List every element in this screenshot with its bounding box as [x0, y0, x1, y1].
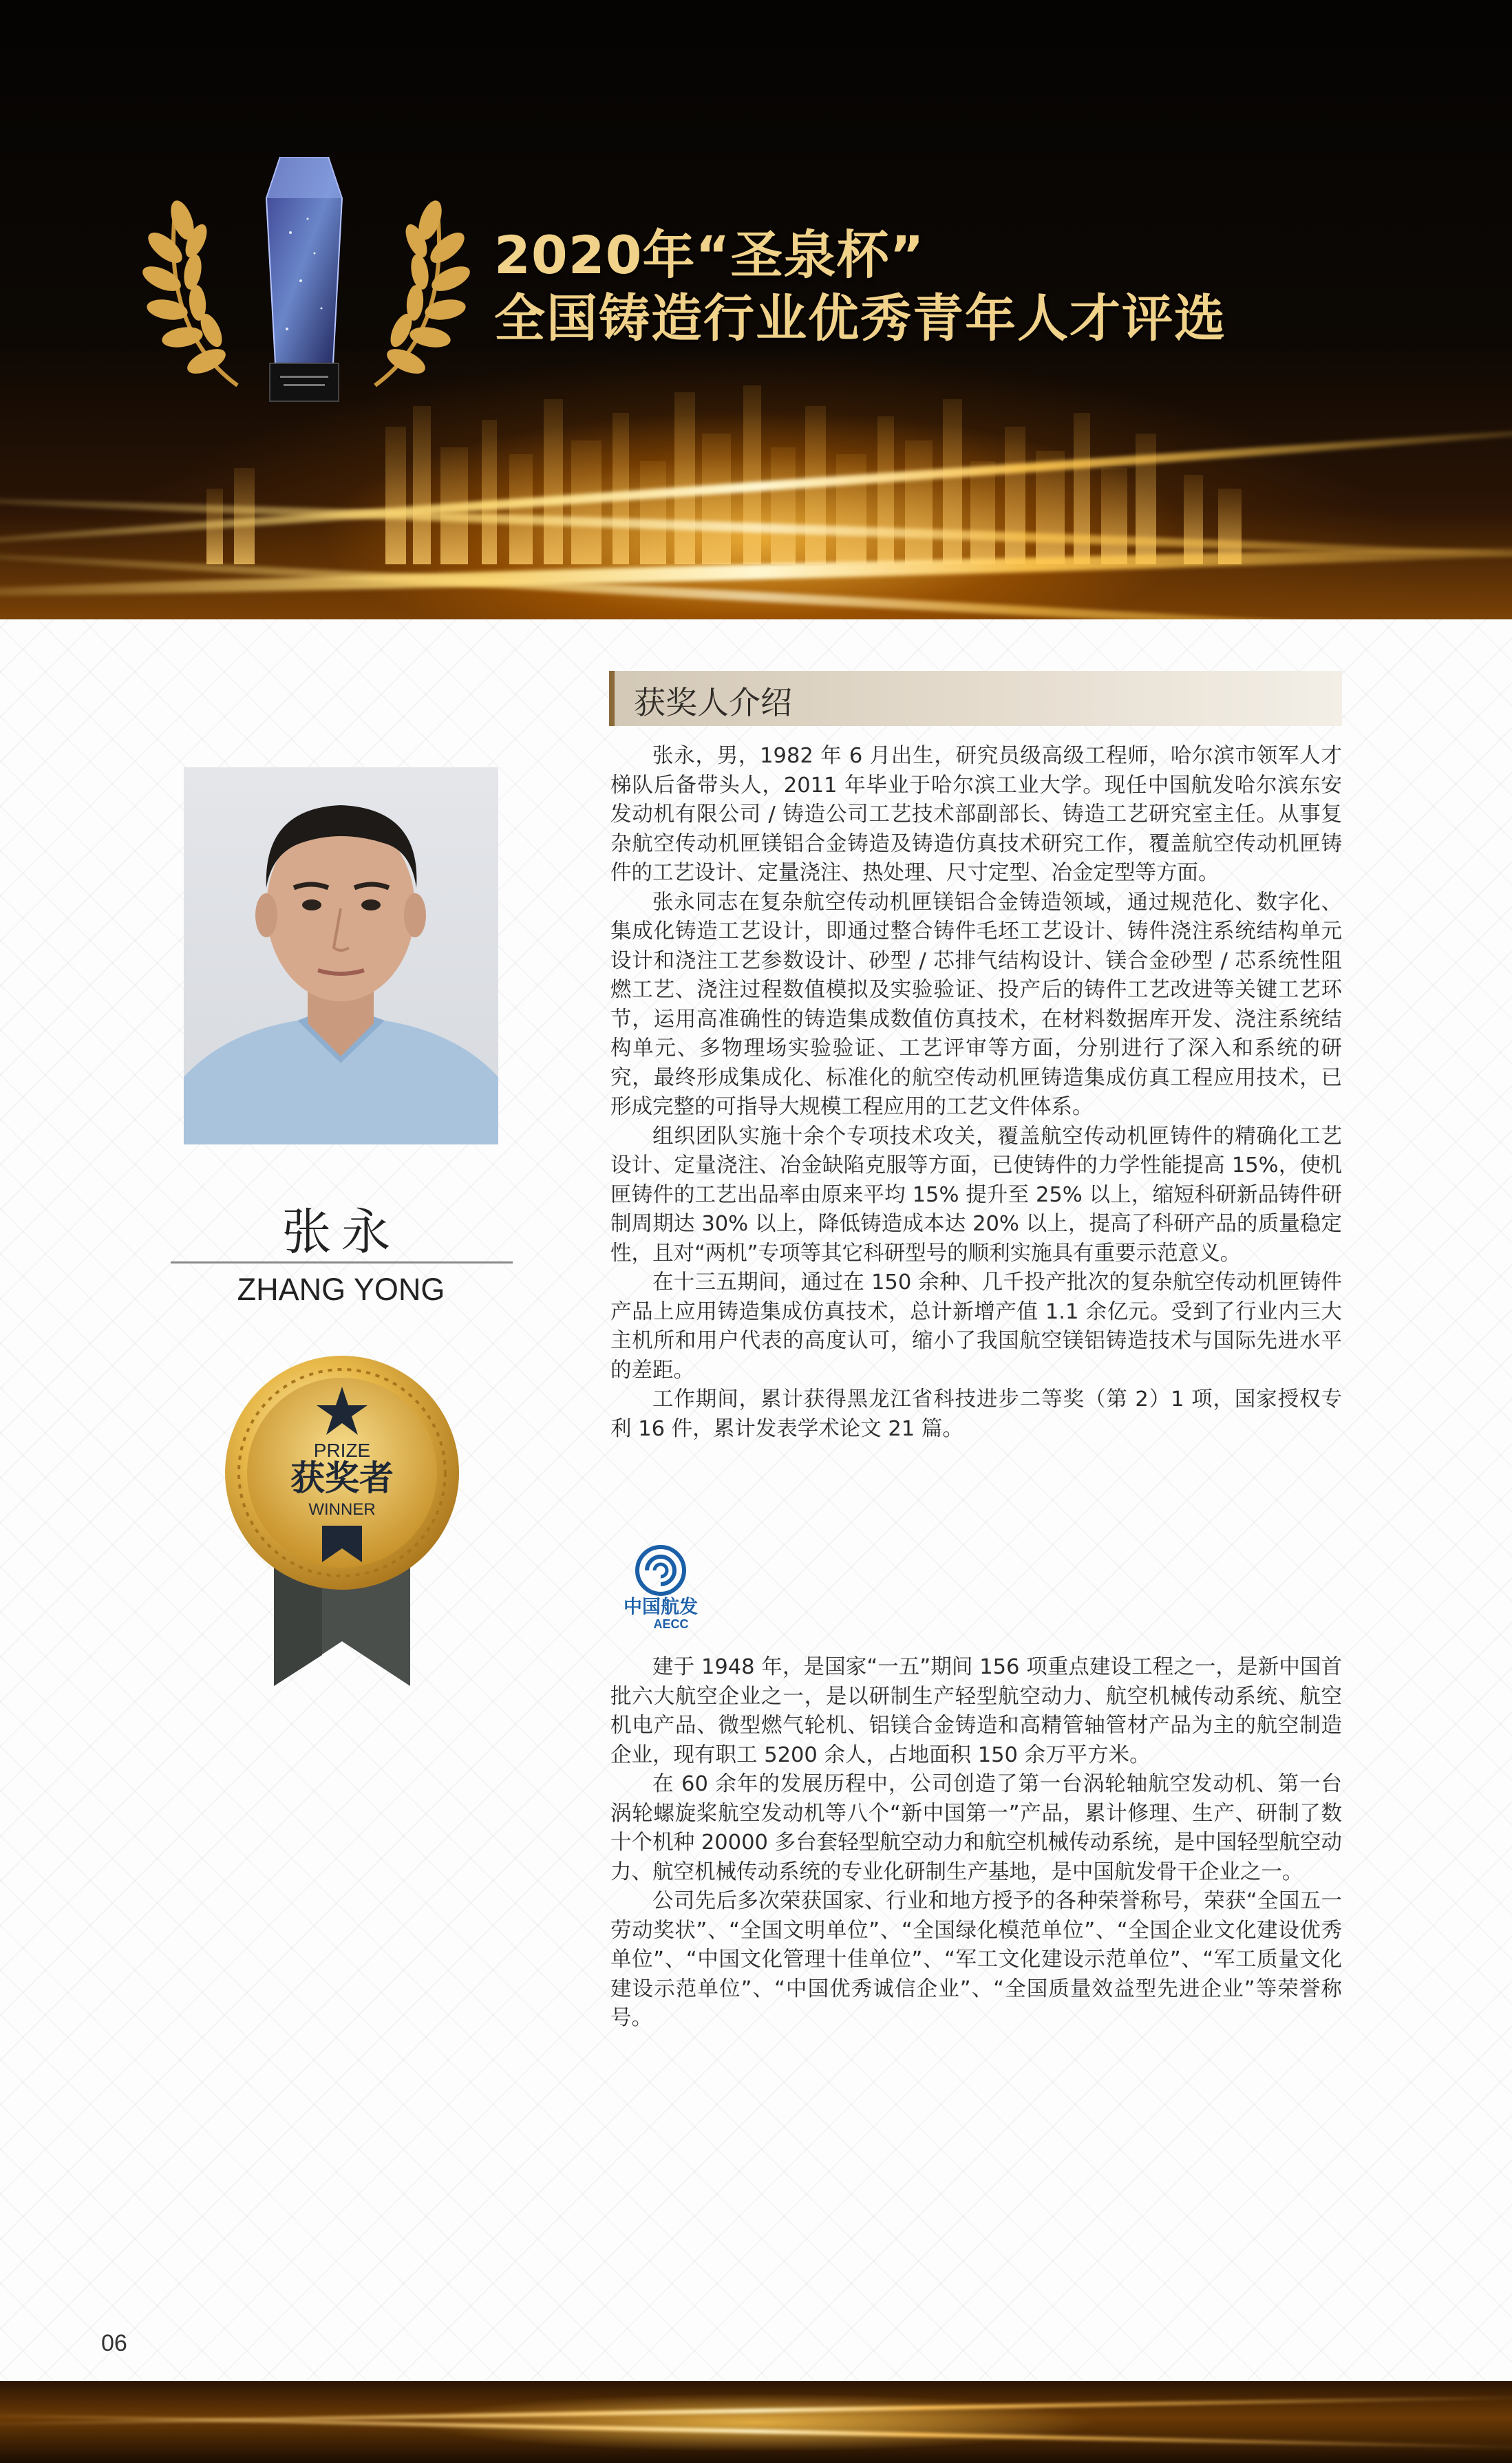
page-number: 06 — [101, 2330, 127, 2356]
section-header-bar — [609, 671, 1342, 726]
aecc-logo — [609, 1542, 719, 1631]
footer-strip — [0, 2381, 1512, 2463]
company-paragraph: 在 60 余年的发展历程中，公司创造了第一台涡轮轴航空发动机、第一台涡轮螺旋桨航空发动机等八个“新中国第一”产品，累计修理、生产、研制了数十个机种 20000 多台套轻型航空动力和航空机械传动系统，是中国轻型航空动力、航空机械传动系统的专业化研制生产基地，是中国航发骨干企业之一。 — [610, 1772, 1342, 1884]
company-text — [610, 1653, 1342, 2034]
winner-portrait — [184, 767, 498, 1144]
bio-paragraph: 张永，男，1982 年 6 月出生，研究员级高级工程师，哈尔滨市领军人才梯队后备带头人，2011 年毕业于哈尔滨工业大学。现任中国航发哈尔滨东安发动机有限公司 / 铸造公司工艺技术部副部长、铸造工艺研究室主任。从事复杂航空传动机匣镁铝合金铸造及铸造仿真技术研究工作，覆盖航空传动机匣铸件的工艺设计、定量浇注、热处理、尺寸定型、冶金定型等方面。 — [610, 744, 1342, 885]
banner-title-line2: 全国铸造行业优秀青年人才评选 — [494, 288, 1226, 348]
name-divider — [171, 1261, 513, 1264]
aecc-logo-en: AECC — [653, 1617, 689, 1631]
header-banner — [0, 0, 1512, 619]
banner-title-line1: 2020年“圣泉杯” — [494, 224, 925, 286]
winner-medal — [219, 1352, 465, 1696]
portrait-photo-icon — [184, 767, 498, 1144]
crystal-trophy-icon — [256, 157, 352, 405]
light-ray — [0, 2394, 1512, 2427]
aecc-swirl-icon — [637, 1547, 684, 1594]
bio-paragraph: 工作期间，累计获得黑龙江省科技进步二等奖（第 2）1 项，国家授权专利 16 件，累计发表学术论文 21 篇。 — [610, 1387, 1342, 1441]
winner-name-english: ZHANG YONG — [237, 1272, 445, 1307]
aecc-logo-cn: 中国航发 — [624, 1597, 698, 1618]
banner-title — [494, 224, 1226, 350]
medal-winner-label: WINNER — [308, 1500, 376, 1519]
bio-paragraph: 在十三五期间，通过在 150 余种、几千投产批次的复杂航空传动机匣铸件产品上应用铸造集成仿真技术，总计新增产值 1.1 余亿元。受到了行业内三大主机所和用户代表的高度认可，缩小了我国航空镁铝铸造技术与国际先进水平的差距。 — [610, 1270, 1342, 1383]
company-paragraph: 建于 1948 年，是国家“一五”期间 156 项重点建设工程之一，是新中国首批六大航空企业之一，是以研制生产轻型航空动力、航空机械传动系统、航空机电产品、微型燃气轮机、铝镁合金铸造和高精管轴管材产品为主的航空制造企业，现有职工 5200 余人，占地面积 150 余万平方米。 — [610, 1655, 1342, 1767]
winner-name-chinese: 张永 — [281, 1203, 401, 1261]
company-paragraph: 公司先后多次荣获国家、行业和地方授予的各种荣誉称号，荣获“全国五一劳动奖状”、“全国文明单位”、“全国绿化模范单位”、“全国企业文化建设优秀单位”、“中国文化管理十佳单位”、“军工文化建设示范单位”、“军工质量文化建设示范单位”、“中国优秀诚信企业”、“全国质量效益型先进企业”等荣誉称号。 — [610, 1889, 1342, 2030]
laurel-right-icon — [358, 193, 478, 392]
section-title: 获奖人介绍 — [634, 684, 792, 721]
city-skyline-decoration — [0, 385, 1512, 564]
bio-paragraph: 张永同志在复杂航空传动机匣镁铝合金铸造领域，通过规范化、数字化、集成化铸造工艺设计，即通过整合铸件毛坯工艺设计、铸件浇注系统结构单元设计和浇注工艺参数设计、砂型 / 芯排气结构设计、镁合金砂型 / 芯系统性阻燃工艺、浇注过程数值模拟及实验验证、投产后的铸件工艺改进等关键工艺环节，运用高准确性的铸造集成数值仿真技术，在材料数据库开发、浇注系统结构单元、多物理场实验验证、工艺评审等方面，分别进行了深入和系统的研究，最终形成集成化、标准化的航空传动机匣铸造集成仿真工程应用技术，已形成完整的可指导大规模工程应用的工艺文件体系。 — [610, 890, 1342, 1119]
medal-main-label: 获奖者 — [290, 1458, 394, 1498]
bio-text — [610, 742, 1342, 1444]
medal-prize-label: PRIZE — [313, 1440, 371, 1461]
bio-paragraph: 组织团队实施十余个专项技术攻关，覆盖航空传动机匣铸件的精确化工艺设计、定量浇注、冶金缺陷克服等方面，已使铸件的力学性能提高 15%，使机匣铸件的工艺出品率由原来平均 15% 提升至 25% 以上，缩短科研新品铸件研制周期达 30% 以上，降低铸造成本达 20% 以上，提高了科研产品的质量稳定性，且对“两机”专项等其它科研型号的顺利实施具有重要示范意义。 — [610, 1124, 1342, 1266]
laurel-left-icon — [134, 193, 255, 392]
